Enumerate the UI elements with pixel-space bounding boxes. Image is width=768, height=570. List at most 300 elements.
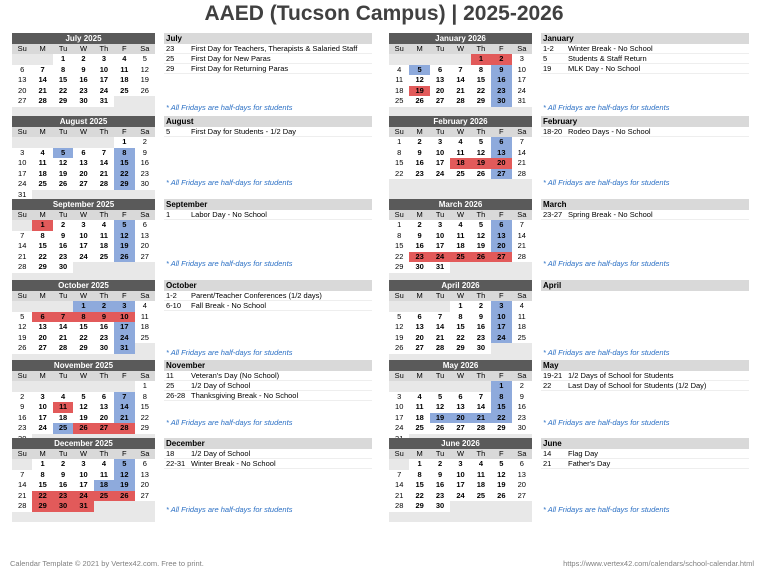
- day-cell[interactable]: 30: [58, 262, 68, 271]
- day-cell[interactable]: 29: [114, 179, 134, 190]
- day-cell[interactable]: 4: [417, 391, 422, 401]
- day-cell[interactable]: 16: [476, 322, 486, 331]
- day-cell[interactable]: 28: [476, 423, 486, 432]
- day-cell[interactable]: 17: [79, 241, 88, 250]
- day-cell[interactable]: 20: [450, 413, 470, 424]
- day-cell[interactable]: 1: [60, 54, 66, 63]
- day-cell[interactable]: 18: [94, 480, 114, 491]
- day-cell[interactable]: 5: [478, 137, 483, 146]
- day-cell[interactable]: 2: [60, 220, 66, 229]
- day-cell[interactable]: 1: [142, 381, 147, 390]
- day-cell[interactable]: 7: [397, 469, 402, 479]
- day-cell[interactable]: 22: [114, 169, 134, 180]
- day-cell[interactable]: 1: [73, 301, 93, 312]
- day-cell[interactable]: 26: [18, 343, 27, 352]
- day-cell[interactable]: 18: [99, 241, 109, 250]
- day-cell[interactable]: 23: [491, 86, 511, 97]
- day-cell[interactable]: 28: [58, 343, 68, 352]
- day-cell[interactable]: 5: [397, 311, 402, 321]
- day-cell[interactable]: 4: [40, 147, 45, 157]
- day-cell[interactable]: 14: [38, 75, 47, 84]
- day-cell[interactable]: 29: [32, 501, 52, 512]
- day-cell[interactable]: 22: [456, 332, 465, 342]
- day-cell[interactable]: 8: [417, 469, 422, 479]
- day-cell[interactable]: 18: [140, 322, 149, 331]
- day-cell[interactable]: 2: [491, 54, 511, 65]
- day-cell[interactable]: 15: [58, 75, 68, 84]
- day-cell[interactable]: 15: [476, 75, 486, 84]
- day-cell[interactable]: 4: [458, 220, 463, 229]
- day-cell[interactable]: 11: [395, 75, 404, 84]
- day-cell[interactable]: 17: [491, 322, 511, 333]
- day-cell[interactable]: 16: [140, 158, 149, 167]
- day-cell[interactable]: 1: [417, 459, 422, 468]
- day-cell[interactable]: 3: [81, 459, 86, 468]
- day-cell[interactable]: 17: [79, 480, 88, 489]
- day-cell[interactable]: 27: [415, 343, 424, 352]
- day-cell[interactable]: 22: [415, 490, 424, 500]
- day-cell[interactable]: 23: [476, 332, 486, 342]
- day-cell[interactable]: 12: [476, 147, 486, 157]
- day-cell[interactable]: 13: [517, 469, 526, 479]
- day-cell[interactable]: 24: [435, 168, 445, 178]
- day-cell[interactable]: 4: [60, 391, 66, 401]
- day-cell[interactable]: 11: [99, 469, 108, 479]
- day-cell[interactable]: 16: [99, 322, 109, 331]
- day-cell[interactable]: 6: [458, 391, 463, 401]
- footer-url[interactable]: https://www.vertex42.com/calendars/school-calendar.html: [563, 559, 754, 568]
- day-cell[interactable]: 29: [38, 262, 47, 271]
- day-cell[interactable]: 21: [38, 85, 47, 95]
- day-cell[interactable]: 16: [58, 241, 68, 250]
- day-cell[interactable]: 24: [430, 252, 450, 263]
- day-cell[interactable]: 16: [517, 402, 526, 411]
- day-cell[interactable]: 20: [491, 241, 511, 252]
- day-cell[interactable]: 19: [114, 241, 134, 252]
- day-cell[interactable]: 26: [435, 423, 445, 432]
- day-cell[interactable]: 15: [79, 322, 88, 331]
- day-cell[interactable]: 18: [415, 412, 424, 422]
- day-cell[interactable]: 19: [430, 413, 450, 424]
- day-cell[interactable]: 28: [18, 501, 27, 510]
- day-cell[interactable]: 22: [491, 413, 511, 424]
- day-cell[interactable]: 20: [99, 412, 109, 422]
- day-cell[interactable]: 17: [114, 322, 134, 333]
- day-cell[interactable]: 11: [140, 311, 149, 321]
- day-cell[interactable]: 21: [58, 332, 68, 342]
- day-cell[interactable]: 6: [101, 391, 106, 401]
- day-cell[interactable]: 30: [79, 96, 88, 105]
- day-cell[interactable]: 12: [415, 75, 424, 84]
- day-cell[interactable]: 27: [94, 423, 114, 434]
- day-cell[interactable]: 15: [38, 480, 47, 489]
- day-cell[interactable]: 21: [517, 241, 526, 250]
- day-cell[interactable]: 17: [435, 241, 445, 250]
- day-cell[interactable]: 27: [517, 490, 526, 500]
- day-cell[interactable]: 4: [122, 54, 127, 63]
- day-cell[interactable]: 5: [437, 391, 443, 401]
- day-cell[interactable]: 8: [114, 148, 134, 159]
- day-cell[interactable]: 14: [435, 322, 445, 331]
- day-cell[interactable]: 17: [395, 412, 404, 422]
- day-cell[interactable]: 15: [395, 241, 404, 250]
- day-cell[interactable]: 9: [20, 402, 25, 411]
- day-cell[interactable]: 7: [20, 469, 25, 479]
- day-cell[interactable]: 24: [99, 85, 109, 95]
- day-cell[interactable]: 21: [471, 413, 491, 424]
- day-cell[interactable]: 15: [395, 158, 404, 167]
- day-cell[interactable]: 23: [435, 490, 445, 500]
- day-cell[interactable]: 9: [142, 147, 147, 157]
- day-cell[interactable]: 19: [58, 168, 68, 178]
- day-cell[interactable]: 1: [397, 220, 402, 229]
- day-cell[interactable]: 28: [395, 501, 404, 510]
- day-cell[interactable]: 23: [409, 252, 429, 263]
- day-cell[interactable]: 22: [395, 251, 404, 261]
- day-cell[interactable]: 28: [114, 423, 134, 434]
- day-cell[interactable]: 13: [435, 75, 445, 84]
- day-cell[interactable]: 25: [38, 179, 47, 188]
- day-cell[interactable]: 4: [519, 301, 524, 310]
- day-cell[interactable]: 28: [99, 179, 109, 188]
- day-cell[interactable]: 15: [114, 158, 134, 169]
- day-cell[interactable]: 14: [395, 480, 404, 489]
- day-cell[interactable]: 5: [478, 220, 483, 229]
- day-cell[interactable]: 27: [140, 251, 149, 261]
- day-cell[interactable]: 23: [517, 412, 526, 422]
- day-cell[interactable]: 31: [435, 262, 445, 271]
- day-cell[interactable]: 18: [476, 480, 486, 489]
- day-cell[interactable]: 8: [491, 392, 511, 403]
- day-cell[interactable]: 13: [140, 230, 149, 240]
- day-cell[interactable]: 8: [142, 391, 147, 401]
- day-cell[interactable]: 22: [140, 412, 149, 422]
- day-cell[interactable]: 22: [395, 168, 404, 178]
- day-cell[interactable]: 24: [114, 333, 134, 344]
- day-cell[interactable]: 5: [81, 391, 86, 401]
- day-cell[interactable]: 20: [18, 85, 27, 95]
- day-cell[interactable]: 3: [101, 54, 106, 63]
- day-cell[interactable]: 19: [476, 241, 486, 250]
- day-cell[interactable]: 31: [114, 343, 134, 354]
- day-cell[interactable]: 18: [450, 158, 470, 169]
- day-cell[interactable]: 15: [38, 241, 47, 250]
- day-cell[interactable]: 21: [435, 332, 445, 342]
- day-cell[interactable]: 30: [435, 501, 445, 510]
- day-cell[interactable]: 16: [79, 75, 88, 84]
- day-cell[interactable]: 24: [456, 490, 465, 500]
- day-cell[interactable]: 13: [18, 75, 27, 84]
- day-cell[interactable]: 14: [456, 75, 465, 84]
- day-cell[interactable]: 13: [491, 148, 511, 159]
- day-cell[interactable]: 12: [497, 469, 506, 479]
- day-cell[interactable]: 5: [20, 311, 25, 321]
- day-cell[interactable]: 29: [58, 96, 68, 105]
- day-cell[interactable]: 18: [58, 412, 68, 422]
- day-cell[interactable]: 17: [99, 75, 109, 84]
- day-cell[interactable]: 19: [471, 158, 491, 169]
- day-cell[interactable]: 25: [517, 332, 526, 342]
- day-cell[interactable]: 23: [99, 332, 109, 342]
- day-cell[interactable]: 10: [435, 230, 445, 240]
- day-cell[interactable]: 19: [114, 480, 134, 491]
- day-cell[interactable]: 23: [415, 168, 424, 178]
- day-cell[interactable]: 1: [40, 459, 45, 468]
- day-cell[interactable]: 10: [18, 158, 27, 167]
- day-cell[interactable]: 14: [114, 402, 134, 413]
- day-cell[interactable]: 11: [38, 158, 47, 167]
- day-cell[interactable]: 11: [99, 230, 108, 240]
- day-cell[interactable]: 2: [94, 301, 114, 312]
- day-cell[interactable]: 4: [142, 301, 147, 310]
- day-cell[interactable]: 9: [94, 312, 114, 323]
- day-cell[interactable]: 10: [491, 312, 511, 323]
- day-cell[interactable]: 25: [120, 85, 129, 95]
- day-cell[interactable]: 7: [40, 64, 45, 74]
- day-cell[interactable]: 12: [114, 231, 134, 242]
- day-cell[interactable]: 19: [18, 332, 27, 342]
- day-cell[interactable]: 15: [415, 480, 424, 489]
- day-cell[interactable]: 31: [99, 96, 109, 105]
- day-cell[interactable]: 9: [519, 391, 524, 401]
- day-cell[interactable]: 16: [415, 158, 424, 167]
- day-cell[interactable]: 20: [140, 480, 149, 489]
- day-cell[interactable]: 3: [458, 459, 463, 468]
- day-cell[interactable]: 27: [38, 343, 47, 352]
- day-cell[interactable]: 6: [32, 312, 52, 323]
- day-cell[interactable]: 26: [140, 85, 149, 95]
- day-cell[interactable]: 7: [519, 137, 524, 146]
- day-cell[interactable]: 29: [415, 501, 424, 510]
- day-cell[interactable]: 1: [458, 301, 463, 310]
- day-cell[interactable]: 14: [58, 322, 68, 331]
- day-cell[interactable]: 4: [101, 459, 106, 468]
- day-cell[interactable]: 10: [79, 469, 88, 479]
- day-cell[interactable]: 22: [38, 251, 47, 261]
- day-cell[interactable]: 9: [60, 469, 66, 479]
- day-cell[interactable]: 3: [437, 137, 443, 146]
- day-cell[interactable]: 24: [395, 423, 404, 432]
- day-cell[interactable]: 10: [99, 64, 109, 74]
- day-cell[interactable]: 21: [18, 490, 27, 500]
- day-cell[interactable]: 3: [519, 54, 524, 63]
- day-cell[interactable]: 16: [58, 480, 68, 489]
- day-cell[interactable]: 11: [517, 311, 526, 321]
- day-cell[interactable]: 9: [478, 311, 483, 321]
- day-cell[interactable]: 2: [478, 301, 483, 310]
- day-cell[interactable]: 29: [140, 423, 149, 432]
- day-cell[interactable]: 27: [456, 423, 465, 432]
- day-cell[interactable]: 15: [491, 402, 511, 413]
- day-cell[interactable]: 6: [417, 311, 422, 321]
- day-cell[interactable]: 25: [140, 332, 149, 342]
- day-cell[interactable]: 7: [437, 311, 443, 321]
- day-cell[interactable]: 23: [140, 168, 149, 178]
- day-cell[interactable]: 9: [437, 469, 443, 479]
- day-cell[interactable]: 7: [20, 230, 25, 240]
- day-cell[interactable]: 28: [517, 168, 526, 178]
- day-cell[interactable]: 3: [437, 220, 443, 229]
- day-cell[interactable]: 8: [397, 230, 402, 240]
- day-cell[interactable]: 16: [415, 241, 424, 250]
- day-cell[interactable]: 29: [476, 96, 486, 105]
- day-cell[interactable]: 21: [18, 251, 27, 261]
- day-cell[interactable]: 14: [18, 241, 27, 250]
- day-cell[interactable]: 28: [435, 343, 445, 352]
- day-cell[interactable]: 6: [81, 147, 86, 157]
- day-cell[interactable]: 27: [435, 96, 445, 105]
- day-cell[interactable]: 19: [409, 86, 429, 97]
- day-cell[interactable]: 24: [38, 423, 47, 432]
- day-cell[interactable]: 11: [120, 64, 129, 74]
- day-cell[interactable]: 30: [140, 179, 149, 188]
- day-cell[interactable]: 10: [114, 312, 134, 323]
- day-cell[interactable]: 29: [497, 423, 506, 432]
- day-cell[interactable]: 27: [491, 252, 511, 263]
- day-cell[interactable]: 25: [99, 251, 109, 261]
- day-cell[interactable]: 7: [114, 392, 134, 403]
- day-cell[interactable]: 13: [456, 402, 465, 411]
- day-cell[interactable]: 24: [18, 179, 27, 188]
- day-cell[interactable]: 22: [476, 85, 486, 95]
- day-cell[interactable]: 30: [476, 343, 486, 352]
- day-cell[interactable]: 30: [491, 96, 511, 107]
- day-cell[interactable]: 24: [491, 333, 511, 344]
- day-cell[interactable]: 28: [18, 262, 27, 271]
- day-cell[interactable]: 5: [114, 220, 134, 231]
- day-cell[interactable]: 30: [53, 501, 73, 512]
- day-cell[interactable]: 11: [415, 402, 424, 411]
- day-cell[interactable]: 10: [517, 64, 526, 74]
- day-cell[interactable]: 24: [517, 85, 526, 95]
- day-cell[interactable]: 14: [517, 230, 526, 240]
- day-cell[interactable]: 7: [53, 312, 73, 323]
- day-cell[interactable]: 30: [415, 262, 424, 271]
- day-cell[interactable]: 8: [60, 64, 66, 74]
- day-cell[interactable]: 12: [114, 470, 134, 481]
- day-cell[interactable]: 2: [417, 220, 422, 229]
- day-cell[interactable]: 31: [73, 501, 93, 512]
- day-cell[interactable]: 30: [517, 423, 526, 432]
- day-cell[interactable]: 11: [456, 230, 465, 240]
- day-cell[interactable]: 9: [491, 65, 511, 76]
- day-cell[interactable]: 11: [476, 469, 485, 479]
- day-cell[interactable]: 14: [18, 480, 27, 489]
- day-cell[interactable]: 25: [476, 490, 486, 500]
- day-cell[interactable]: 20: [140, 241, 149, 250]
- day-cell[interactable]: 21: [456, 85, 465, 95]
- day-cell[interactable]: 15: [456, 322, 465, 331]
- day-cell[interactable]: 6: [437, 64, 443, 74]
- day-cell[interactable]: 2: [437, 459, 443, 468]
- day-cell[interactable]: 13: [491, 231, 511, 242]
- day-cell[interactable]: 8: [397, 147, 402, 157]
- day-cell[interactable]: 9: [417, 147, 422, 157]
- day-cell[interactable]: 22: [32, 491, 52, 502]
- day-cell[interactable]: 25: [53, 423, 73, 434]
- day-cell[interactable]: 19: [79, 412, 88, 422]
- day-cell[interactable]: 7: [458, 64, 463, 74]
- day-cell[interactable]: 29: [456, 343, 465, 352]
- day-cell[interactable]: 16: [435, 480, 445, 489]
- day-cell[interactable]: 8: [458, 311, 463, 321]
- day-cell[interactable]: 26: [73, 423, 93, 434]
- day-cell[interactable]: 5: [409, 65, 429, 76]
- day-cell[interactable]: 12: [79, 402, 88, 411]
- day-cell[interactable]: 12: [435, 402, 445, 411]
- day-cell[interactable]: 11: [456, 147, 465, 157]
- day-cell[interactable]: 6: [20, 64, 25, 74]
- day-cell[interactable]: 15: [140, 402, 149, 411]
- day-cell[interactable]: 22: [58, 85, 68, 95]
- day-cell[interactable]: 1: [397, 137, 402, 146]
- day-cell[interactable]: 25: [415, 423, 424, 432]
- day-cell[interactable]: 13: [415, 322, 424, 331]
- day-cell[interactable]: 26: [114, 491, 134, 502]
- day-cell[interactable]: 20: [79, 168, 88, 178]
- day-cell[interactable]: 7: [519, 220, 524, 229]
- day-cell[interactable]: 4: [101, 220, 106, 229]
- day-cell[interactable]: 6: [491, 137, 511, 148]
- day-cell[interactable]: 3: [114, 301, 134, 312]
- day-cell[interactable]: 12: [140, 64, 149, 74]
- day-cell[interactable]: 18: [517, 322, 526, 331]
- day-cell[interactable]: 26: [497, 490, 506, 500]
- day-cell[interactable]: 16: [18, 412, 27, 422]
- day-cell[interactable]: 19: [395, 332, 404, 342]
- day-cell[interactable]: 21: [517, 158, 526, 167]
- day-cell[interactable]: 22: [79, 332, 88, 342]
- day-cell[interactable]: 23: [79, 85, 88, 95]
- day-cell[interactable]: 9: [81, 64, 86, 74]
- day-cell[interactable]: 20: [517, 480, 526, 489]
- day-cell[interactable]: 9: [417, 230, 422, 240]
- day-cell[interactable]: 10: [79, 230, 88, 240]
- day-cell[interactable]: 28: [38, 96, 47, 105]
- day-cell[interactable]: 20: [435, 85, 445, 95]
- day-cell[interactable]: 19: [140, 75, 149, 84]
- day-cell[interactable]: 30: [99, 343, 109, 352]
- day-cell[interactable]: 27: [140, 490, 149, 500]
- day-cell[interactable]: 17: [517, 75, 526, 84]
- day-cell[interactable]: 26: [476, 168, 486, 178]
- day-cell[interactable]: 31: [18, 189, 27, 199]
- day-cell[interactable]: 1: [122, 137, 127, 146]
- day-cell[interactable]: 10: [456, 469, 465, 479]
- day-cell[interactable]: 4: [397, 64, 402, 74]
- day-cell[interactable]: 1: [471, 54, 491, 65]
- day-cell[interactable]: 29: [79, 343, 88, 352]
- day-cell[interactable]: 4: [478, 459, 483, 468]
- day-cell[interactable]: 13: [99, 402, 109, 411]
- day-cell[interactable]: 18: [456, 241, 465, 250]
- day-cell[interactable]: 18: [120, 75, 129, 84]
- day-cell[interactable]: 13: [140, 469, 149, 479]
- day-cell[interactable]: 27: [18, 96, 27, 105]
- day-cell[interactable]: 5: [142, 54, 147, 63]
- day-cell[interactable]: 8: [478, 64, 483, 74]
- day-cell[interactable]: 26: [471, 252, 491, 263]
- day-cell[interactable]: 26: [395, 343, 404, 352]
- day-cell[interactable]: 24: [73, 491, 93, 502]
- day-cell[interactable]: 19: [497, 480, 506, 489]
- day-cell[interactable]: 23: [18, 423, 27, 432]
- day-cell[interactable]: 28: [456, 96, 465, 105]
- day-cell[interactable]: 5: [499, 459, 504, 468]
- day-cell[interactable]: 11: [53, 402, 73, 413]
- day-cell[interactable]: 17: [18, 168, 27, 178]
- day-cell[interactable]: 8: [40, 469, 45, 479]
